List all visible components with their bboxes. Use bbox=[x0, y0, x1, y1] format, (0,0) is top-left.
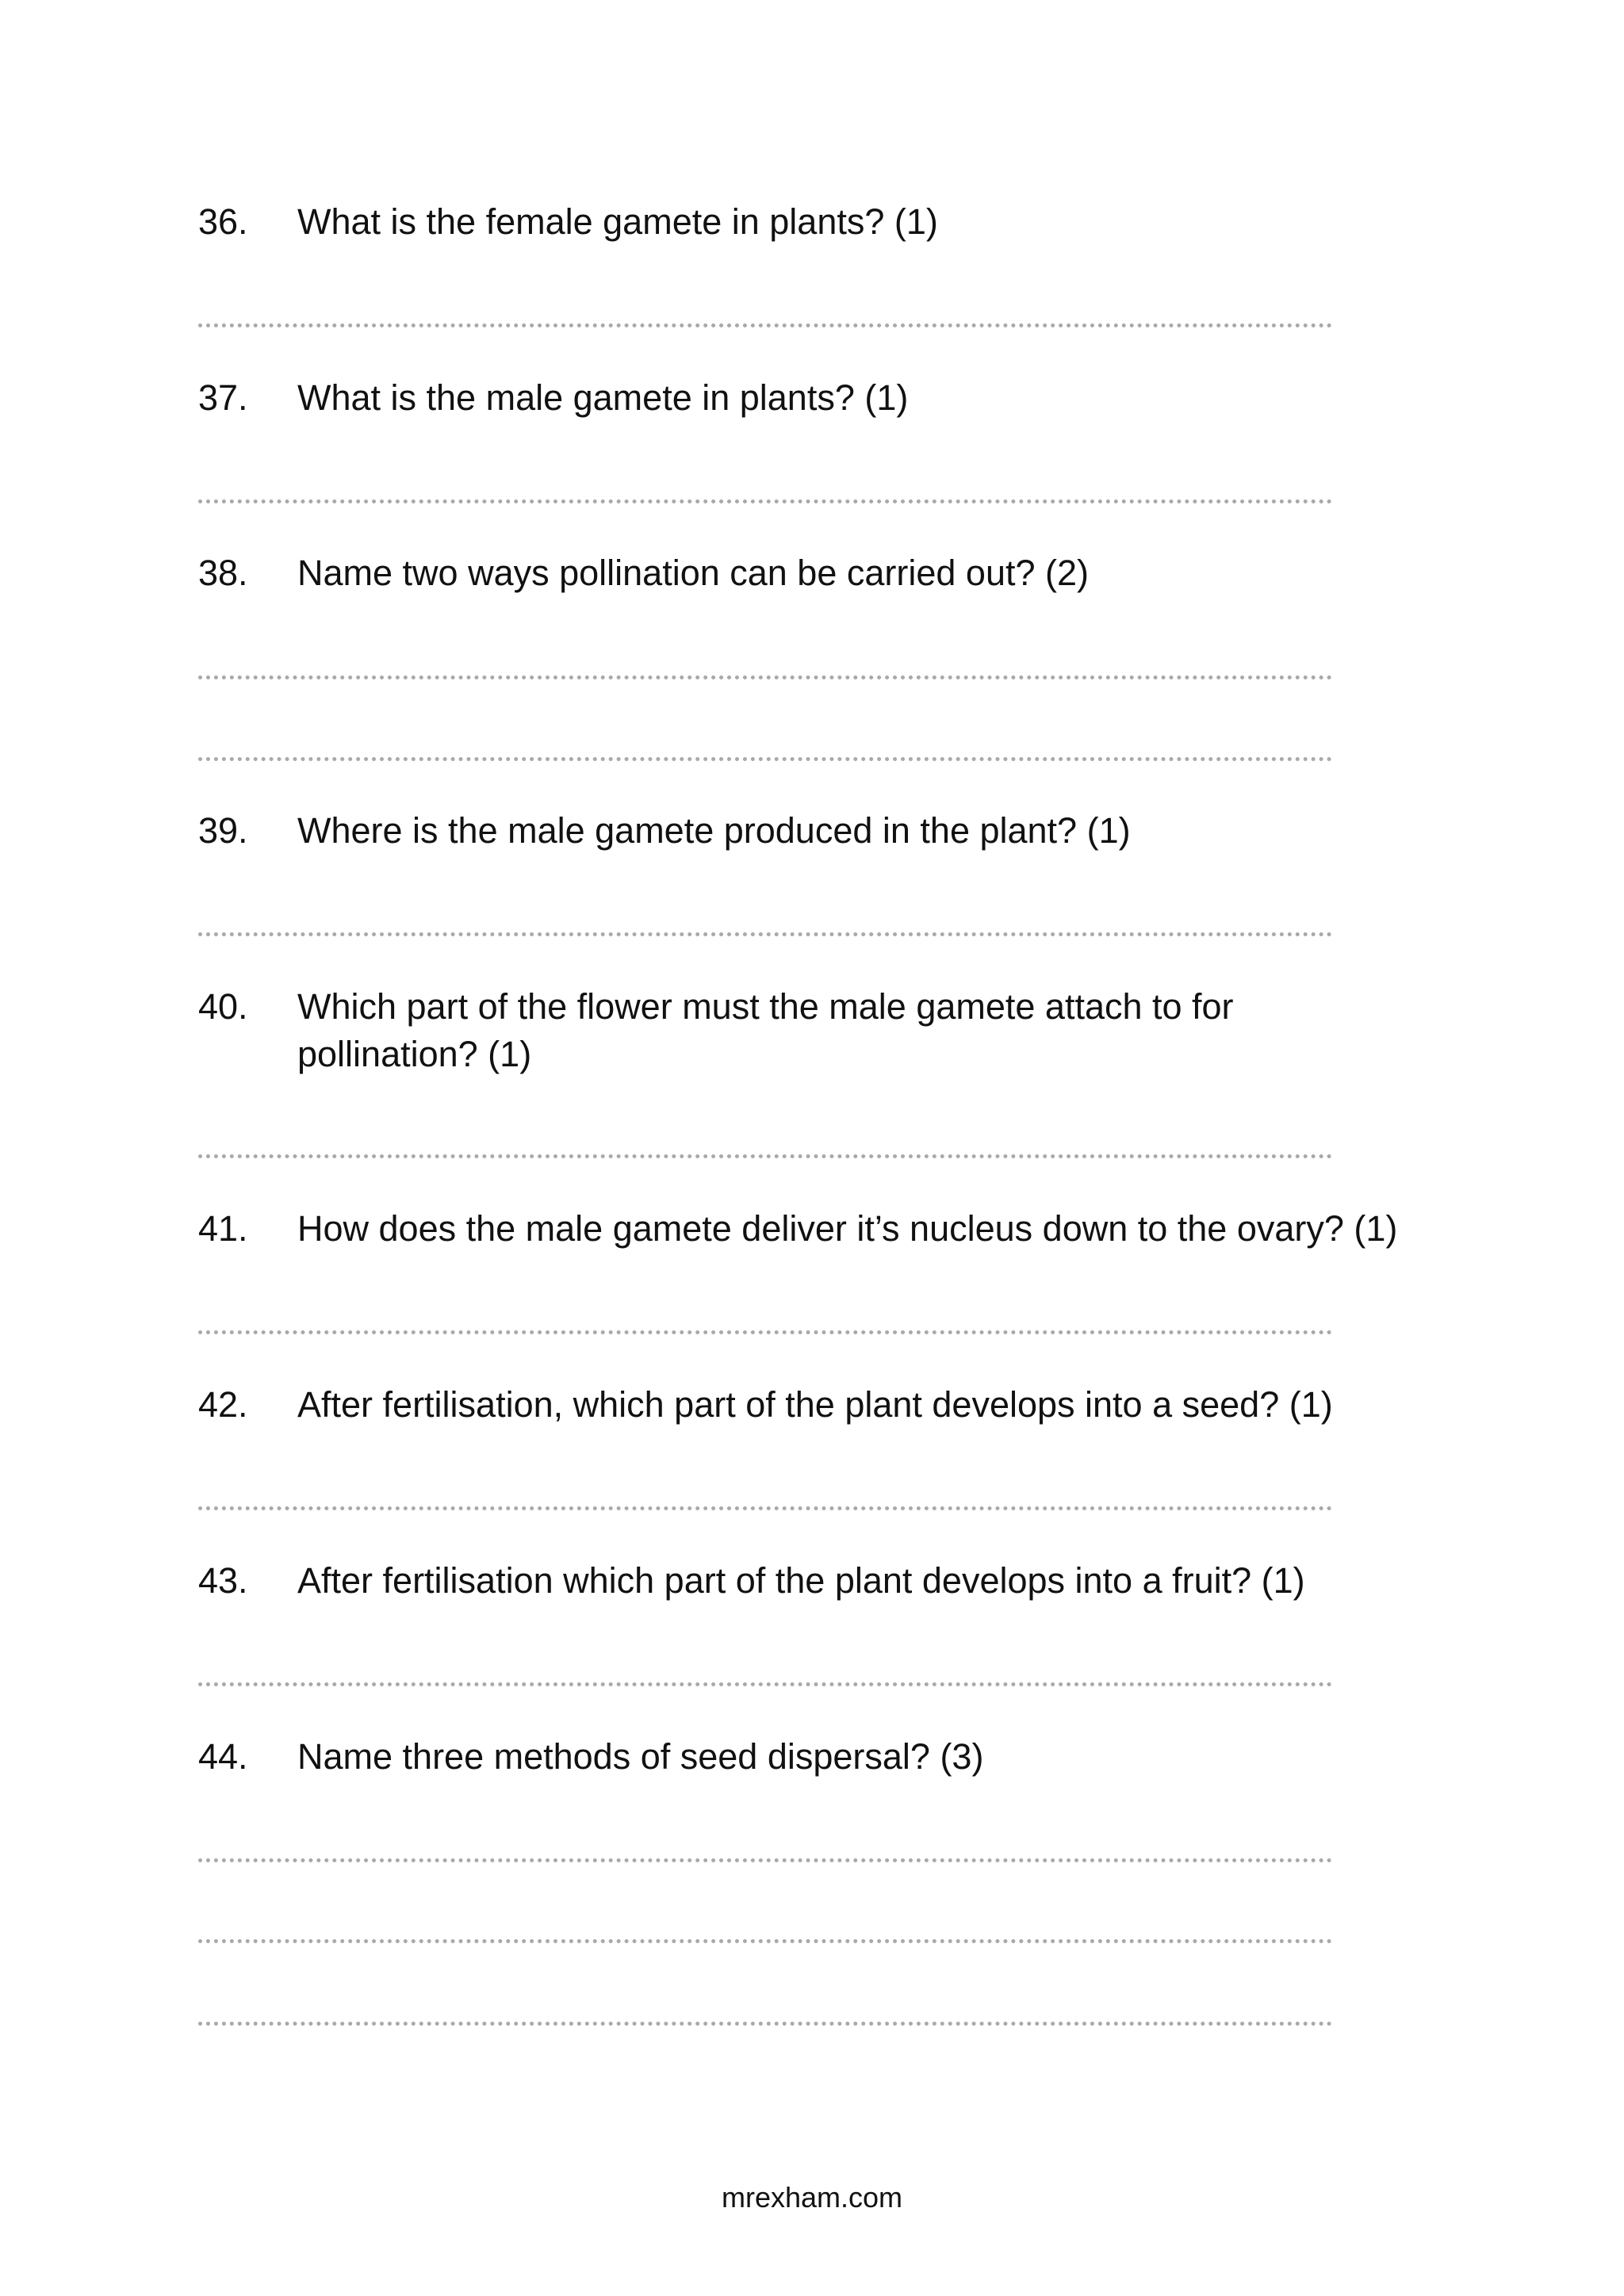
question-text: What is the female gamete in plants? (1) bbox=[297, 201, 938, 242]
question-text: After fertilisation, which part of the plant develops into a seed? (1) bbox=[297, 1384, 1333, 1425]
answer-line[interactable] bbox=[198, 1506, 1332, 1510]
question-number: 43. bbox=[198, 1560, 248, 1601]
answer-line[interactable] bbox=[198, 499, 1332, 503]
question-text: Name two ways pollination can be carried out? (2) bbox=[297, 553, 1089, 593]
answer-line[interactable] bbox=[198, 675, 1332, 679]
question-number: 39. bbox=[198, 810, 248, 851]
answer-line[interactable] bbox=[198, 757, 1332, 761]
question-text: How does the male gamete deliver it’s nucleus down to the ovary? (1) bbox=[297, 1208, 1398, 1249]
question-text: Name three methods of seed dispersal? (3) bbox=[297, 1736, 984, 1777]
answer-line[interactable] bbox=[198, 1330, 1332, 1334]
question-number: 44. bbox=[198, 1736, 248, 1777]
question-number: 41. bbox=[198, 1208, 248, 1249]
answer-line[interactable] bbox=[198, 323, 1332, 327]
answer-line[interactable] bbox=[198, 2022, 1332, 2026]
answer-line[interactable] bbox=[198, 932, 1332, 936]
answer-line[interactable] bbox=[198, 1939, 1332, 1943]
question-number: 37. bbox=[198, 377, 248, 418]
question-number: 36. bbox=[198, 201, 248, 242]
question-number: 40. bbox=[198, 986, 248, 1027]
answer-line[interactable] bbox=[198, 1154, 1332, 1158]
page-footer: mrexham.com bbox=[721, 2181, 903, 2214]
answer-line[interactable] bbox=[198, 1682, 1332, 1686]
question-text: What is the male gamete in plants? (1) bbox=[297, 377, 909, 418]
question-number: 42. bbox=[198, 1384, 248, 1425]
question-text: After fertilisation which part of the plant develops into a fruit? (1) bbox=[297, 1560, 1305, 1601]
question-text: Which part of the flower must the male gamete attach to for pollination? (1) bbox=[297, 986, 1234, 1074]
question-number: 38. bbox=[198, 553, 248, 593]
answer-line[interactable] bbox=[198, 1858, 1332, 1862]
question-text: Where is the male gamete produced in the plant? (1) bbox=[297, 810, 1131, 851]
